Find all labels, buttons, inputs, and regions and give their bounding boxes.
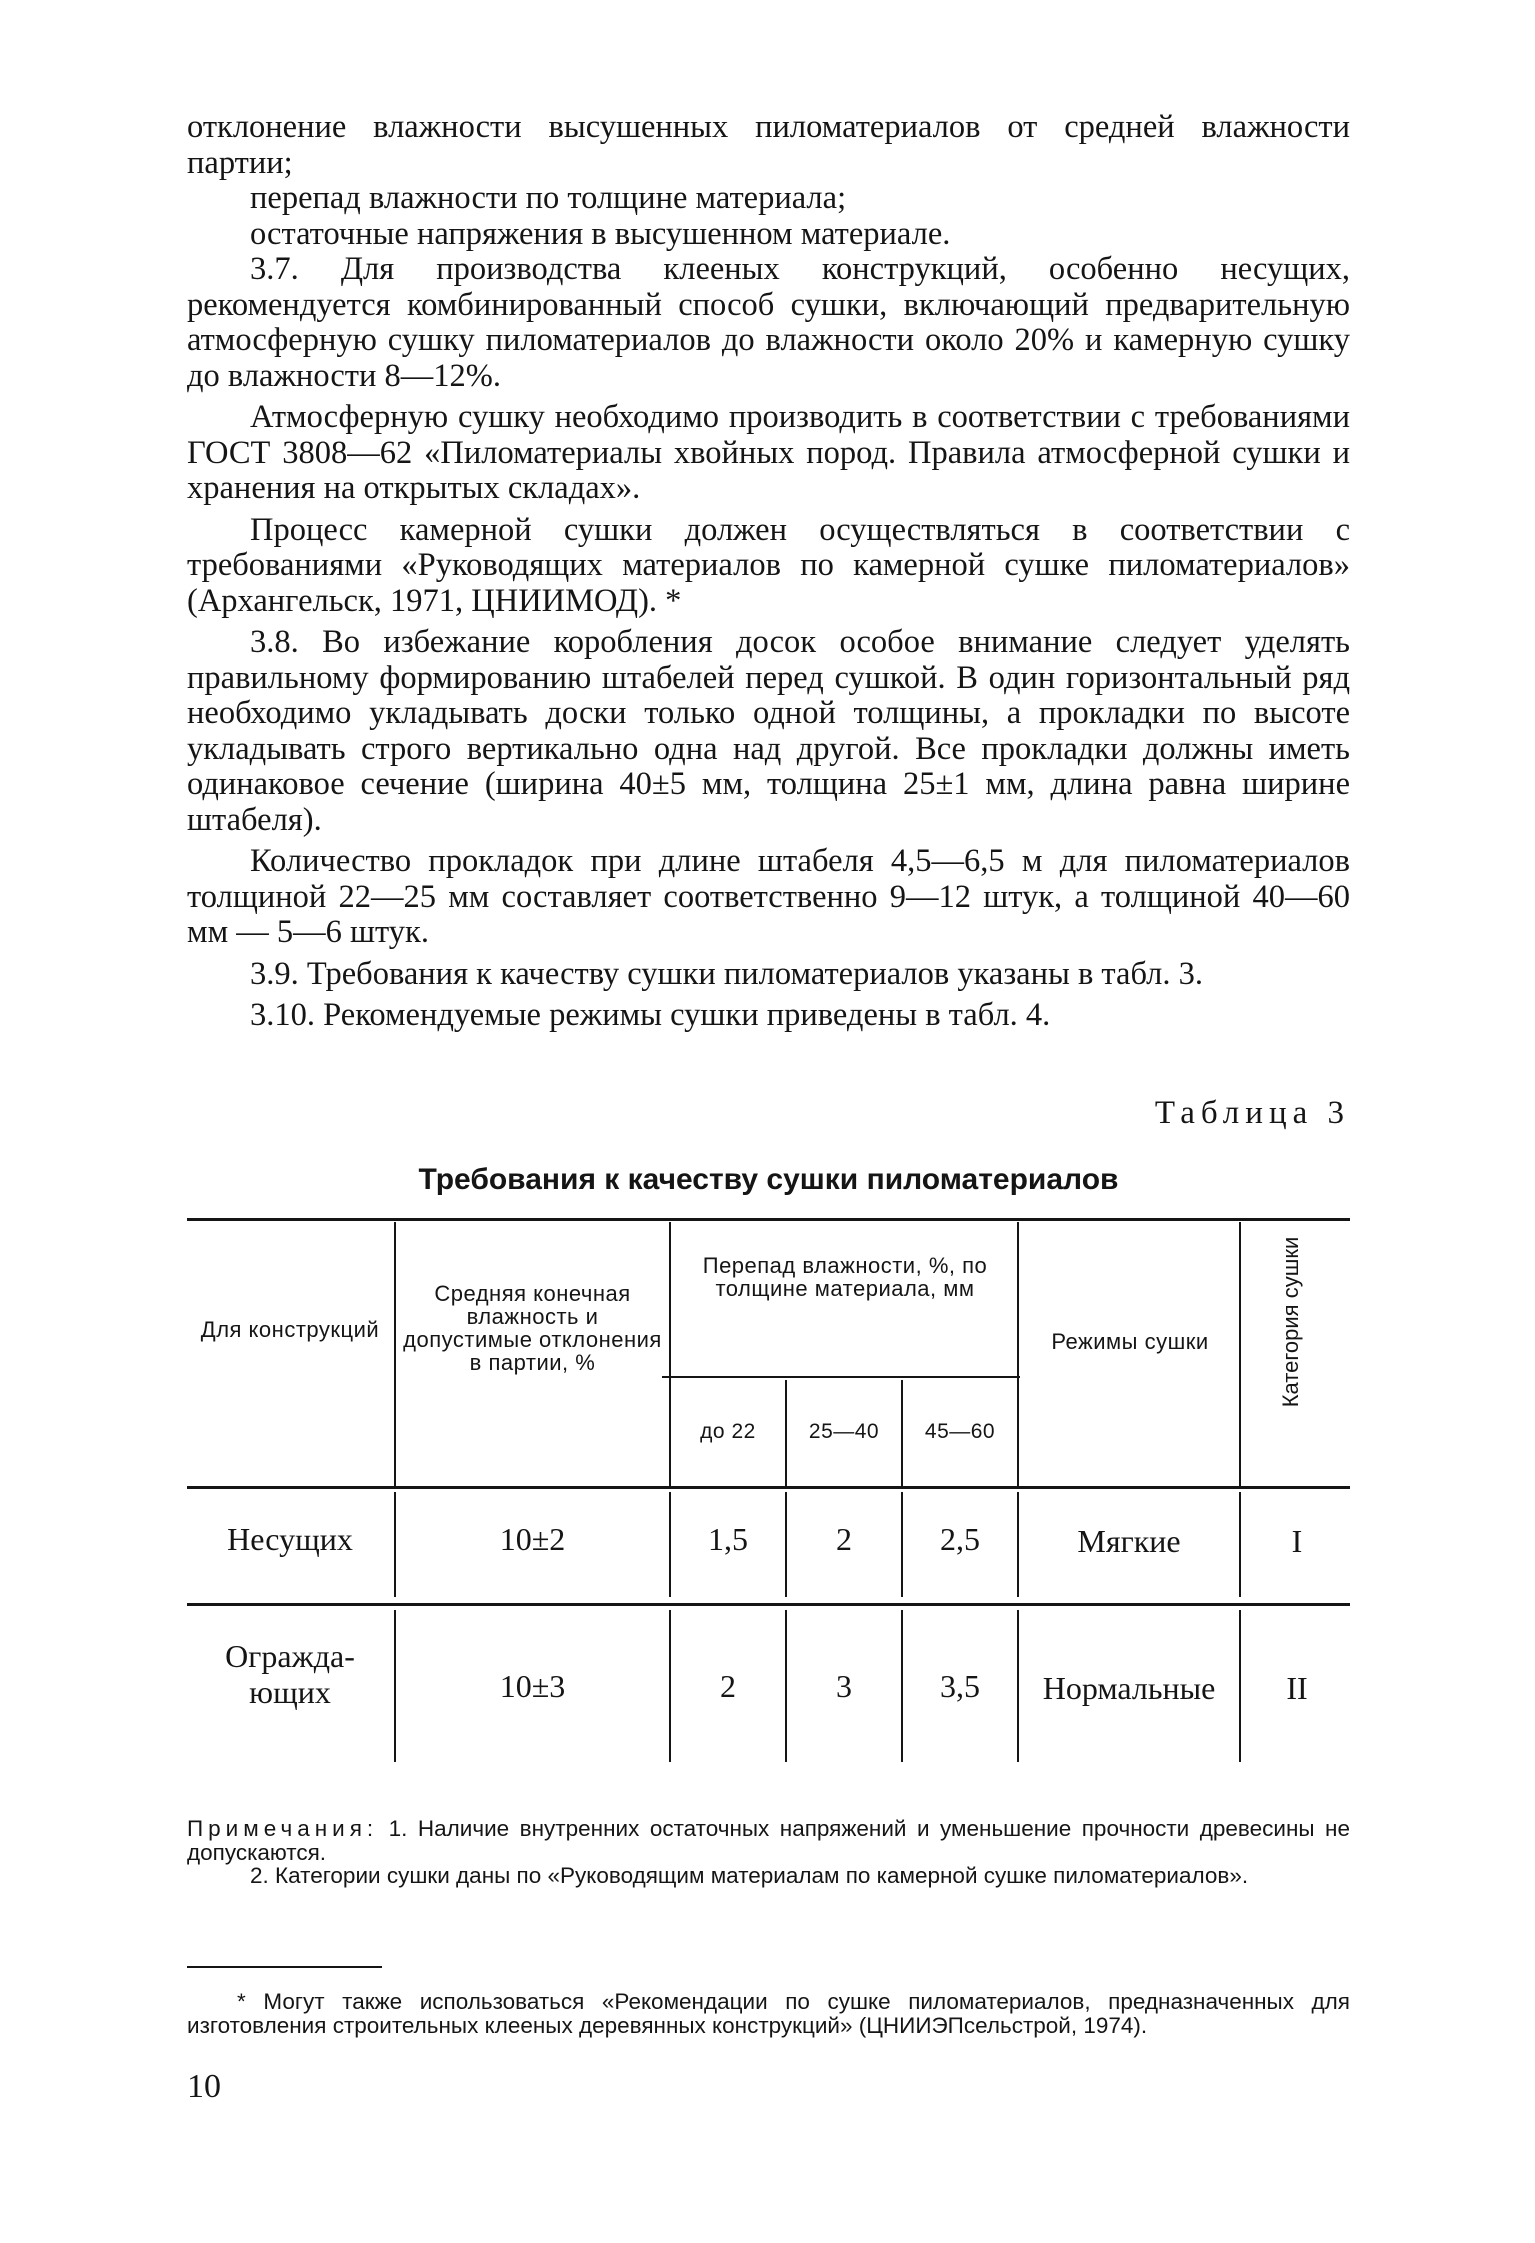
cell-category: II (1286, 1670, 1308, 1706)
table-number: Таблица 3 (1154, 1095, 1350, 1131)
table-rule (187, 1603, 1350, 1606)
column-rule (1239, 1610, 1241, 1762)
paragraph: Количество прокладок при длине штабеля 4,5—6,5 м для пиломатериалов толщиной 22—25 мм составляет соответственно 9—12 штук, а толщиной 40—60 мм — 5—6 штук. (187, 843, 1350, 950)
table-rule (662, 1376, 1020, 1378)
column-rule (394, 1610, 396, 1762)
column-rule (785, 1492, 787, 1597)
paragraph: Атмосферную сушку необходимо производить в соответствии с требованиями ГОСТ 3808—62 «Пиломатериалы хвойных пород. Правила атмосферной сушки и хранения на открытых складах». (187, 399, 1350, 506)
column-rule (785, 1380, 787, 1486)
column-rule (1017, 1222, 1019, 1486)
cell-category: I (1291, 1523, 1303, 1559)
header-sub-1: до 22 (700, 1420, 756, 1443)
paragraph: перепад влажности по толщине материала; (250, 180, 847, 216)
header-sub-2: 25—40 (808, 1420, 880, 1443)
column-rule (901, 1492, 903, 1597)
cell-gradient-2: 2 (836, 1521, 852, 1557)
table-title: Требования к качеству сушки пиломатериалов (418, 1163, 1119, 1196)
note-2: 2. Категории сушки даны по «Руководящим материалам по камерной сушке пиломатериалов». (250, 1863, 1249, 1888)
paragraph-3-8: 3.8. Во избежание коробления досок особое внимание следует уделять правильному формированию штабелей перед сушкой. В один горизонтальный ряд необходимо укладывать доски только одной толщины, а прокладки по высоте укладывать строго вертикально одна над другой. Все прокладки должны иметь одинаковое сечение (ширина 40±5 мм, толщина 25±1 мм, длина равна ширине штабеля). (187, 624, 1350, 838)
table-rule (187, 1486, 1350, 1489)
notes-label: Примечания: (187, 1816, 379, 1841)
column-rule (669, 1610, 671, 1762)
column-rule (1239, 1492, 1241, 1597)
cell-gradient-1: 2 (720, 1668, 736, 1704)
cell-construction: Огражда- ющих (225, 1638, 355, 1710)
cell-gradient-1: 1,5 (708, 1521, 748, 1557)
footnote-rule (187, 1966, 382, 1968)
paragraph-3-7: 3.7. Для производства клееных конструкций, особенно несущих, рекомендуется комбинированный способ сушки, включающий предварительную атмосферную сушку пиломатериалов до влажности около 20% и камерную сушку до влажности 8—12%. (187, 251, 1350, 394)
page-number: 10 (187, 2068, 221, 2105)
column-rule (669, 1222, 671, 1486)
cell-mode: Мягкие (1077, 1523, 1181, 1559)
header-category: Категория сушки (1278, 1236, 1303, 1408)
table-notes (187, 1817, 1350, 1888)
note-1 (187, 1817, 1350, 1864)
note-1-text: 1. Наличие внутренних остаточных напряжений и уменьшение прочности древесины не допускаются. (187, 1816, 1350, 1865)
cell-gradient-3: 2,5 (940, 1521, 980, 1557)
cell-moisture: 10±2 (499, 1521, 566, 1557)
header-gradient: Перепад влажности, %, по толщине материала, мм (702, 1253, 988, 1301)
header-sub-3: 45—60 (924, 1420, 996, 1443)
column-rule (1017, 1610, 1019, 1762)
column-rule (1239, 1222, 1241, 1486)
paragraph: отклонение влажности высушенных пиломатериалов от средней влажности партии; (187, 109, 1350, 181)
column-rule (901, 1380, 903, 1486)
cell-mode: Нормальные (1042, 1670, 1216, 1706)
paragraph-3-9: 3.9. Требования к качеству сушки пиломатериалов указаны в табл. 3. (250, 955, 1204, 992)
cell-gradient-2: 3 (836, 1668, 852, 1704)
body-text (187, 110, 1350, 1034)
cell-moisture: 10±3 (499, 1668, 566, 1704)
column-rule (1017, 1492, 1019, 1597)
footnote (187, 1990, 1350, 2037)
column-rule (901, 1610, 903, 1762)
paragraph: Процесс камерной сушки должен осуществляться в соответствии с требованиями «Руководящих материалов по камерной сушке пиломатериалов» (Архангельск, 1971, ЦНИИМОД). * (187, 511, 1350, 619)
column-rule (394, 1492, 396, 1597)
header-moisture: Средняя конечная влажность и допустимые отклонения в партии, % (403, 1281, 662, 1375)
header-mode: Режимы сушки (1051, 1329, 1209, 1354)
paragraph-3-10: 3.10. Рекомендуемые режимы сушки приведены в табл. 4. (250, 997, 1051, 1033)
column-rule (669, 1492, 671, 1597)
column-rule (785, 1610, 787, 1762)
table-rule (187, 1218, 1350, 1221)
footnote-text: * Могут также использоваться «Рекомендации по сушке пиломатериалов, предназначенных для изготовления строительных клееных деревянных конструкций» (ЦНИИЭПсельстрой, 1974). (187, 1989, 1350, 2038)
column-rule (394, 1222, 396, 1486)
cell-construction: Несущих (227, 1521, 353, 1557)
header-construction: Для конструкций (200, 1317, 380, 1342)
cell-gradient-3: 3,5 (940, 1668, 980, 1704)
paragraph: остаточные напряжения в высушенном материале. (250, 215, 951, 252)
